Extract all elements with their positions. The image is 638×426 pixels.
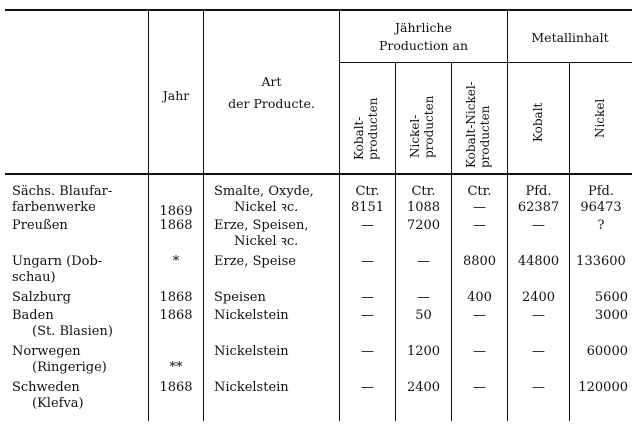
cell-nickel: 60000 bbox=[586, 344, 628, 359]
cell-nickel: 120000 bbox=[578, 380, 628, 395]
cell-year: 1868 bbox=[159, 218, 193, 233]
col-rule-2 bbox=[203, 9, 204, 421]
cell-nickel: ? bbox=[597, 218, 605, 233]
col-rule-4 bbox=[395, 62, 396, 421]
table-top-rule bbox=[5, 9, 632, 11]
cell-year: 1868 bbox=[159, 380, 193, 395]
cell-place: farbenwerke bbox=[12, 200, 96, 215]
header-nickel-products bbox=[408, 96, 436, 158]
cell-place: Salzburg bbox=[12, 290, 71, 305]
cell-cobalt: Pfd. bbox=[525, 184, 552, 199]
cell-cobalt-nickel-products: — bbox=[473, 200, 486, 215]
cell-nickel: Pfd. bbox=[587, 184, 614, 199]
cell-cobalt-nickel-products: — bbox=[473, 218, 486, 233]
cell-place: Norwegen bbox=[12, 344, 81, 359]
cell-year: 1868 bbox=[159, 308, 193, 323]
header-nickel-line: Nickel bbox=[593, 98, 607, 138]
cell-year: 1868 bbox=[159, 290, 193, 305]
header-product-type-1: Art bbox=[261, 74, 282, 89]
header-year: Jahr bbox=[162, 88, 190, 103]
cell-nickel-products: Ctr. bbox=[411, 184, 436, 199]
cell-cobalt-products: — bbox=[361, 344, 374, 359]
cell-art: Speisen bbox=[214, 290, 266, 305]
cell-cobalt-products: — bbox=[361, 218, 374, 233]
cell-place: Ungarn (Dob- bbox=[12, 254, 103, 269]
header-product-type-2: der Producte. bbox=[228, 96, 315, 111]
cell-cobalt-nickel-products: 8800 bbox=[462, 254, 497, 269]
production-sub-rule bbox=[339, 62, 507, 63]
cell-nickel-products: — bbox=[417, 290, 430, 305]
cell-cobalt: — bbox=[532, 380, 545, 395]
cell-year: 1869 bbox=[159, 204, 193, 219]
cell-nickel-products: 7200 bbox=[406, 218, 441, 233]
cell-art: Nickelstein bbox=[214, 380, 289, 395]
cell-place: (Klefva) bbox=[32, 396, 84, 411]
header-cobalt-products bbox=[352, 98, 380, 160]
header-bottom-rule bbox=[5, 173, 632, 175]
cell-cobalt: — bbox=[532, 218, 545, 233]
cell-nickel: 3000 bbox=[594, 308, 628, 323]
cell-nickel-products: 50 bbox=[415, 308, 432, 323]
cell-place: Sächs. Blaufar- bbox=[12, 184, 113, 199]
header-nickel-products-line-1: Nickel- bbox=[408, 114, 422, 158]
cell-cobalt-nickel-products: — bbox=[473, 308, 486, 323]
cell-cobalt-products: — bbox=[361, 254, 374, 269]
cell-art: Nickel ꝛc. bbox=[234, 234, 299, 249]
cell-nickel: 5600 bbox=[594, 290, 628, 305]
col-rule-5 bbox=[451, 62, 452, 421]
cell-cobalt-nickel-products: Ctr. bbox=[467, 184, 492, 199]
cell-cobalt-nickel-products: 400 bbox=[467, 290, 492, 305]
header-cobalt-products-line-1: Kobalt- bbox=[352, 116, 366, 160]
cell-place: Preußen bbox=[12, 218, 68, 233]
cell-cobalt: — bbox=[532, 344, 545, 359]
cell-cobalt-products: — bbox=[361, 290, 374, 305]
cell-art: Nickelstein bbox=[214, 344, 289, 359]
cell-place: Schweden bbox=[12, 380, 80, 395]
cell-nickel-products: 1088 bbox=[406, 200, 441, 215]
cell-cobalt-nickel-products: — bbox=[473, 344, 486, 359]
header-cobalt-line: Kobalt bbox=[531, 102, 545, 142]
cell-nickel-products: 2400 bbox=[406, 380, 441, 395]
header-metal-content: Metallinhalt bbox=[531, 30, 609, 45]
cell-year: ** bbox=[169, 360, 183, 375]
cell-art: Smalte, Oxyde, bbox=[214, 184, 314, 199]
cell-place: (St. Blasien) bbox=[32, 324, 113, 339]
cell-art: Erze, Speise bbox=[214, 254, 296, 269]
header-cobalt-nickel-products bbox=[464, 81, 492, 168]
cell-cobalt-products: — bbox=[361, 380, 374, 395]
header-annual-production-2: Production an bbox=[378, 38, 469, 53]
cell-place: Baden bbox=[12, 308, 54, 323]
header-cobalt bbox=[531, 103, 545, 142]
cell-cobalt: — bbox=[532, 308, 545, 323]
header-nickel-products-line-2: producten bbox=[422, 95, 436, 158]
col-rule-7 bbox=[569, 62, 570, 421]
cell-place: (Ringerige) bbox=[32, 360, 107, 375]
cell-cobalt: 2400 bbox=[521, 290, 556, 305]
cell-art: Nickel ꝛc. bbox=[234, 200, 299, 215]
cell-cobalt-products: 8151 bbox=[350, 200, 385, 215]
cell-nickel-products: — bbox=[417, 254, 430, 269]
cell-art: Nickelstein bbox=[214, 308, 289, 323]
cell-cobalt: 44800 bbox=[517, 254, 560, 269]
cell-cobalt: 62387 bbox=[517, 200, 560, 215]
cell-nickel: 133600 bbox=[576, 254, 626, 269]
cell-nickel: 96473 bbox=[580, 200, 622, 215]
header-nickel bbox=[593, 99, 607, 138]
header-cobalt-nickel-products-line-1: Kobalt-Nickel- bbox=[464, 81, 478, 168]
header-cobalt-nickel-products-line-2: producten bbox=[478, 105, 492, 168]
header-annual-production-1: Jährliche bbox=[395, 20, 452, 35]
cell-year: * bbox=[172, 254, 180, 269]
cell-art: Erze, Speisen, bbox=[214, 218, 309, 233]
cell-place: schau) bbox=[12, 270, 56, 285]
header-cobalt-products-line-2: producten bbox=[366, 97, 380, 160]
cell-cobalt-products: Ctr. bbox=[355, 184, 380, 199]
cell-cobalt-nickel-products: — bbox=[473, 380, 486, 395]
cell-nickel-products: 1200 bbox=[406, 344, 441, 359]
cell-cobalt-products: — bbox=[361, 308, 374, 323]
